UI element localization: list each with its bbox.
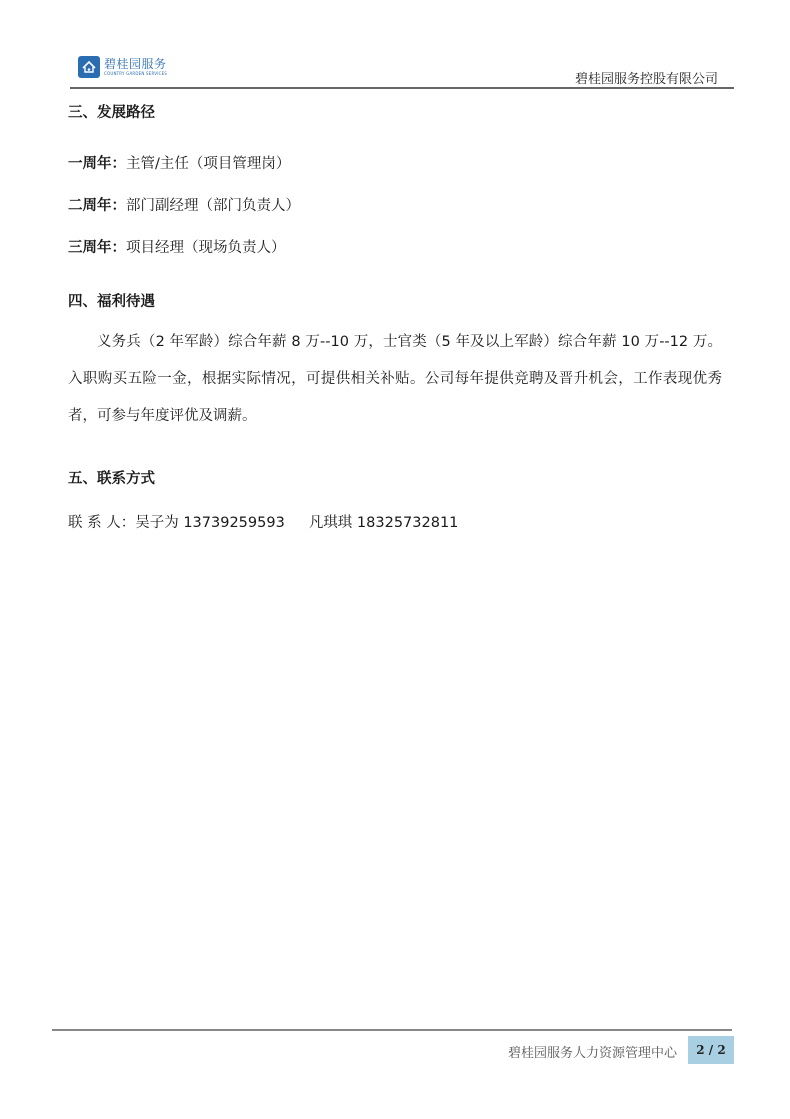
career-item-text: 部门副经理（部门负责人） (126, 198, 300, 214)
logo-chinese-text: 碧桂园服务 (104, 57, 167, 71)
benefits-paragraph: 义务兵（2 年军龄）综合年薪 8 万--10 万，士官类（5 年及以上军龄）综合年薪 10 万--12 万。入职购买五险一金，根据实际情况，可提供相关补贴。公司每年提供竞聘及晋升机会，工作表现优秀者，可参与年度评优及调薪。 (68, 334, 722, 424)
header-divider (70, 87, 734, 89)
career-item-text: 主管/主任（项目管理岗） (126, 156, 291, 172)
section3-heading: 三、发展路径 (68, 105, 155, 121)
page-number: 2 / 2 (688, 1036, 734, 1064)
contact-person-2: 凡琪琪 18325732811 (308, 515, 459, 531)
footer-department: 碧桂园服务人力资源管理中心 (508, 1046, 678, 1061)
career-item-year2 (68, 194, 300, 215)
contact-line (68, 511, 458, 532)
career-item-year1 (68, 152, 290, 173)
header-company-name: 碧桂园服务控股有限公司 (574, 72, 718, 87)
career-item-text: 项目经理（现场负责人） (126, 240, 286, 256)
contact-label: 联 系 人： (68, 515, 136, 531)
career-item-label: 三周年： (68, 240, 126, 256)
logo-house-icon (78, 56, 100, 78)
career-item-year3 (68, 236, 286, 257)
company-logo (78, 56, 167, 78)
section4-heading: 四、福利待遇 (68, 294, 155, 310)
logo-english-text: COUNTRY GARDEN SERVICES (104, 71, 168, 76)
contact-person-1: 吴子为 13739259593 (135, 515, 285, 531)
career-item-label: 一周年： (68, 156, 126, 172)
section5-heading: 五、联系方式 (68, 471, 155, 487)
career-item-label: 二周年： (68, 198, 126, 214)
footer-divider (52, 1029, 732, 1031)
